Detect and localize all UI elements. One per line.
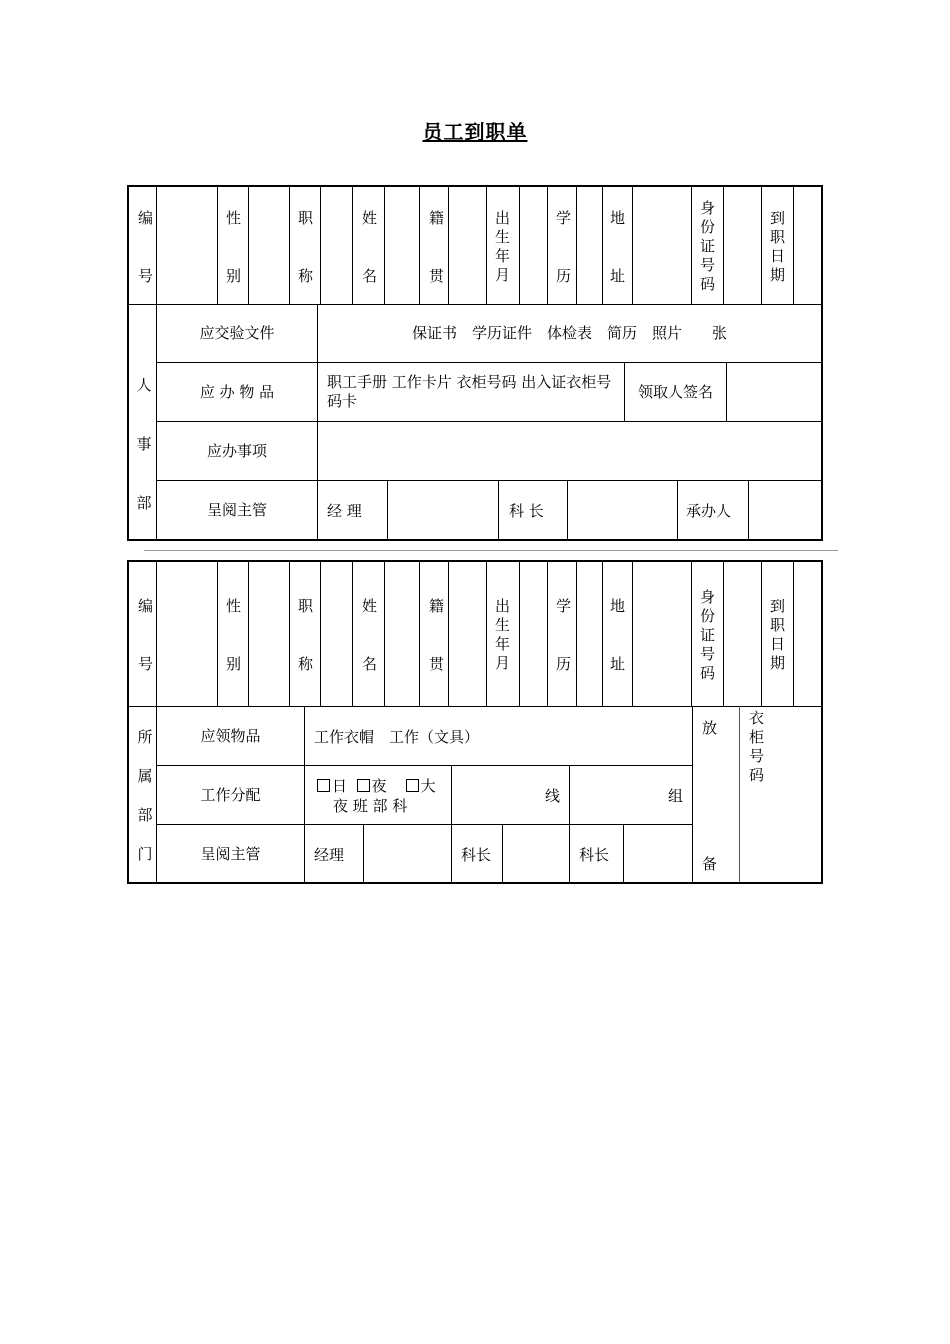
label-items: 应 办 物 品 (199, 382, 275, 401)
label-day-shift: 日 (332, 777, 348, 795)
checkbox-night-shift[interactable] (357, 779, 370, 792)
shift-options (317, 777, 436, 796)
label-gender-1: 性 (226, 597, 242, 615)
label-section-chief-2: 科长 (579, 846, 610, 864)
label-id-number: 身份证号码 (699, 199, 715, 293)
label-origin-2: 贯 (429, 655, 445, 673)
label-name-2: 名 (362, 655, 378, 673)
label-group: 组 (668, 787, 684, 805)
section-chief-field-1[interactable] (503, 825, 569, 882)
label-remark-bottom: 备 (702, 855, 718, 873)
label-birth-date: 出生年月 (494, 209, 510, 284)
label-gender-2: 别 (226, 267, 242, 285)
label-dept-owning: 所属部门 (137, 728, 153, 863)
items-value: 职工手册 工作卡片 衣柜号码 出入证衣柜号码卡 (327, 373, 612, 410)
form-2-border-left (127, 560, 129, 884)
label-education-2: 历 (556, 655, 572, 673)
label-work-assignment: 工作分配 (200, 785, 261, 804)
label-origin-1: 籍 (429, 597, 445, 615)
label-big-night-shift: 大 (420, 777, 436, 795)
label-name-1: 姓 (362, 597, 378, 615)
label-section-chief: 科 长 (509, 502, 544, 520)
label-job-title-2: 称 (298, 267, 314, 285)
form-2-border-top (127, 560, 823, 562)
form-title: 员工到职单 (422, 120, 528, 144)
label-line: 线 (545, 787, 561, 805)
label-gender-2: 别 (226, 655, 242, 673)
label-remark-top: 放 (702, 719, 718, 737)
label-job-title-1: 职 (298, 209, 314, 227)
section-chief-field-2[interactable] (624, 825, 692, 882)
label-section-chief-1: 科长 (461, 846, 492, 864)
label-review-supervisor: 呈阅主管 (200, 844, 261, 863)
label-education-2: 历 (556, 267, 572, 285)
label-education-1: 学 (556, 597, 572, 615)
documents-value: 保证书 学历证件 体检表 简历 照片 张 (411, 324, 727, 342)
label-origin-2: 贯 (429, 267, 445, 285)
manager-field[interactable] (364, 825, 451, 882)
label-review-supervisor: 呈阅主管 (206, 500, 267, 519)
label-id-number: 身份证号码 (699, 588, 715, 682)
label-serial-number-1: 编 (138, 597, 154, 615)
checkbox-day-shift[interactable] (317, 779, 330, 792)
shift-line-2: 夜 班 部 科 (333, 797, 408, 815)
label-name-2: 名 (362, 267, 378, 285)
label-start-date: 到职日期 (769, 209, 785, 284)
label-education-1: 学 (556, 209, 572, 227)
label-address-1: 地 (610, 209, 626, 227)
label-night-shift: 夜 (371, 777, 387, 795)
label-matters: 应办事项 (206, 441, 267, 460)
label-serial-number-1: 编 (138, 209, 154, 227)
label-receiver-signature: 领取人签名 (637, 382, 713, 401)
label-serial-number-2: 号 (138, 267, 154, 285)
label-name-1: 姓 (362, 209, 378, 227)
label-job-title-1: 职 (298, 597, 314, 615)
label-handler: 承办人 (686, 502, 732, 520)
label-manager: 经理 (314, 846, 345, 864)
label-start-date: 到职日期 (769, 597, 785, 672)
label-manager: 经 理 (327, 502, 362, 520)
label-address-2: 址 (610, 655, 626, 673)
label-serial-number-2: 号 (138, 655, 154, 673)
label-address-1: 地 (610, 597, 626, 615)
label-locker-number: 衣柜号码 (748, 709, 764, 784)
label-dept-hr: 人事部 (136, 376, 152, 512)
label-job-title-2: 称 (298, 655, 314, 673)
label-gender-1: 性 (226, 209, 242, 227)
items-to-receive-value: 工作衣帽 工作（文具） (314, 728, 480, 746)
label-items-to-receive: 应领物品 (200, 726, 261, 745)
form-2-border-right (821, 560, 823, 884)
label-documents: 应交验文件 (199, 324, 275, 342)
label-address-2: 址 (610, 267, 626, 285)
label-birth-date: 出生年月 (494, 597, 510, 672)
label-origin-1: 籍 (429, 209, 445, 227)
checkbox-big-night-shift[interactable] (406, 779, 419, 792)
